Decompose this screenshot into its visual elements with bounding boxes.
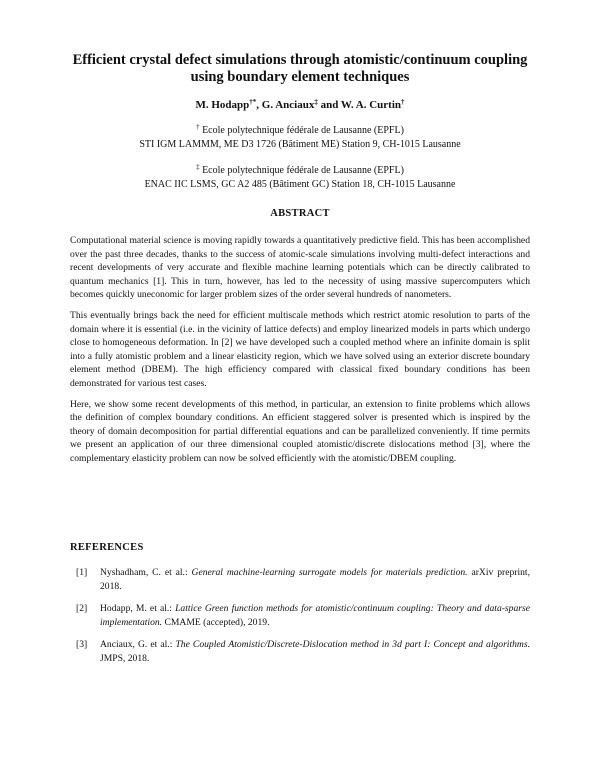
affiliation-institution: Ecole polytechnique fédérale de Lausanne (EPFL) <box>202 125 404 136</box>
reference-item <box>70 566 530 593</box>
abstract-heading: ABSTRACT <box>270 208 330 219</box>
reference-venue: JMPS, 2018. <box>100 652 150 664</box>
reference-item <box>70 602 530 629</box>
reference-title: The Coupled Atomistic/Discrete-Dislocation method in 3d part I: Concept and algorithms. <box>175 639 530 651</box>
author-name: M. Hodapp <box>195 99 250 111</box>
references-heading: REFERENCES <box>70 542 144 553</box>
author-separator: , <box>256 99 262 111</box>
affiliation-block <box>60 124 540 152</box>
reference-title: Lattice Green function methods for atomistic/continuum coupling: Theory and data-sparse implementation. <box>100 603 530 628</box>
references-list <box>70 566 530 675</box>
author-name: W. A. Curtin <box>340 99 402 111</box>
affiliation-mark: ‡ <box>196 163 200 171</box>
abstract-paragraph: Computational material science is moving rapidly towards a quantitatively predictive field. This has been accomplished over the past three decades, thanks to the success of atomic-scale simulations involving multi-defect interactions and recent developments of very accurate and flexible machine learning potentials which can be directly calibrated to quantum mechanics [1]. This in turn, however, has led to the necessity of using massive supercomputers which becomes quickly uneconomic for larger problem sizes of the order several hundreds of nanometers. <box>70 235 530 301</box>
author-list <box>60 98 540 112</box>
paper-title: Efficient crystal defect simulations through atomistic/continuum coupling using boundary element techniques <box>72 52 528 85</box>
reference-number: [1] <box>76 567 88 578</box>
affiliation-mark: † <box>196 123 200 131</box>
author-affiliation-mark: ‡ <box>314 98 318 106</box>
reference-authors: Nyshadham, C. et al.: <box>100 567 192 578</box>
affiliation-line <box>60 124 540 138</box>
author-affiliation-mark: † <box>401 98 405 106</box>
abstract-paragraph: This eventually brings back the need for efficient multiscale methods which restrict atomic resolution to parts of the domain where it is essential (i.e. in the vicinity of lattice defects) and employ linearized models in parts which undergo close to homogeneous deformation. In [2] we have developed such a coupled method where an infinite domain is split into a fully atomistic problem and a linear elasticity region, which we have solved using an exterior discrete boundary element method (DBEM). The high efficiency compared with classical fixed boundary conditions has been demonstrated for various test cases. <box>70 309 530 389</box>
reference-number: [3] <box>76 639 88 651</box>
author-separator: and <box>317 99 341 111</box>
reference-venue: CMAME (accepted), 2019. <box>162 616 270 628</box>
author-name: G. Anciaux <box>261 99 315 111</box>
reference-authors: Anciaux, G. et al.: <box>100 639 176 651</box>
abstract-body <box>70 234 530 473</box>
reference-venue: arXiv preprint, 2018. <box>100 567 530 592</box>
affiliation-address: ENAC IIC LSMS, GC A2 485 (Bâtiment GC) Station 18, CH-1015 Lausanne <box>144 179 456 190</box>
reference-text <box>100 638 530 665</box>
reference-text <box>100 602 530 629</box>
reference-number: [2] <box>76 603 88 615</box>
author-affiliation-mark: †* <box>249 98 257 106</box>
affiliation-institution: Ecole polytechnique fédérale de Lausanne (EPFL) <box>202 165 404 176</box>
reference-authors: Hodapp, M. et al.: <box>100 603 176 615</box>
reference-item <box>70 638 530 665</box>
affiliation-address: STI IGM LAMMM, ME D3 1726 (Bâtiment ME) Station 9, CH-1015 Lausanne <box>139 139 461 150</box>
reference-text <box>100 566 530 593</box>
abstract-paragraph: Here, we show some recent developments of this method, in particular, an extension to finite problems which allows the definition of complex boundary conditions. An efficient staggered solver is presented which is inspired by the theory of domain decomposition for partial differential equations and can be parallelized conveniently. If time permits we present an application of our three dimensional coupled atomistic/discrete dislocations method [3], where the complementary elasticity problem can now be solved efficiently with the atomistic/DBEM coupling. <box>70 398 530 464</box>
reference-title: General machine-learning surrogate models for materials prediction. <box>191 567 468 578</box>
affiliation-line <box>60 164 540 178</box>
affiliation-block <box>60 164 540 192</box>
